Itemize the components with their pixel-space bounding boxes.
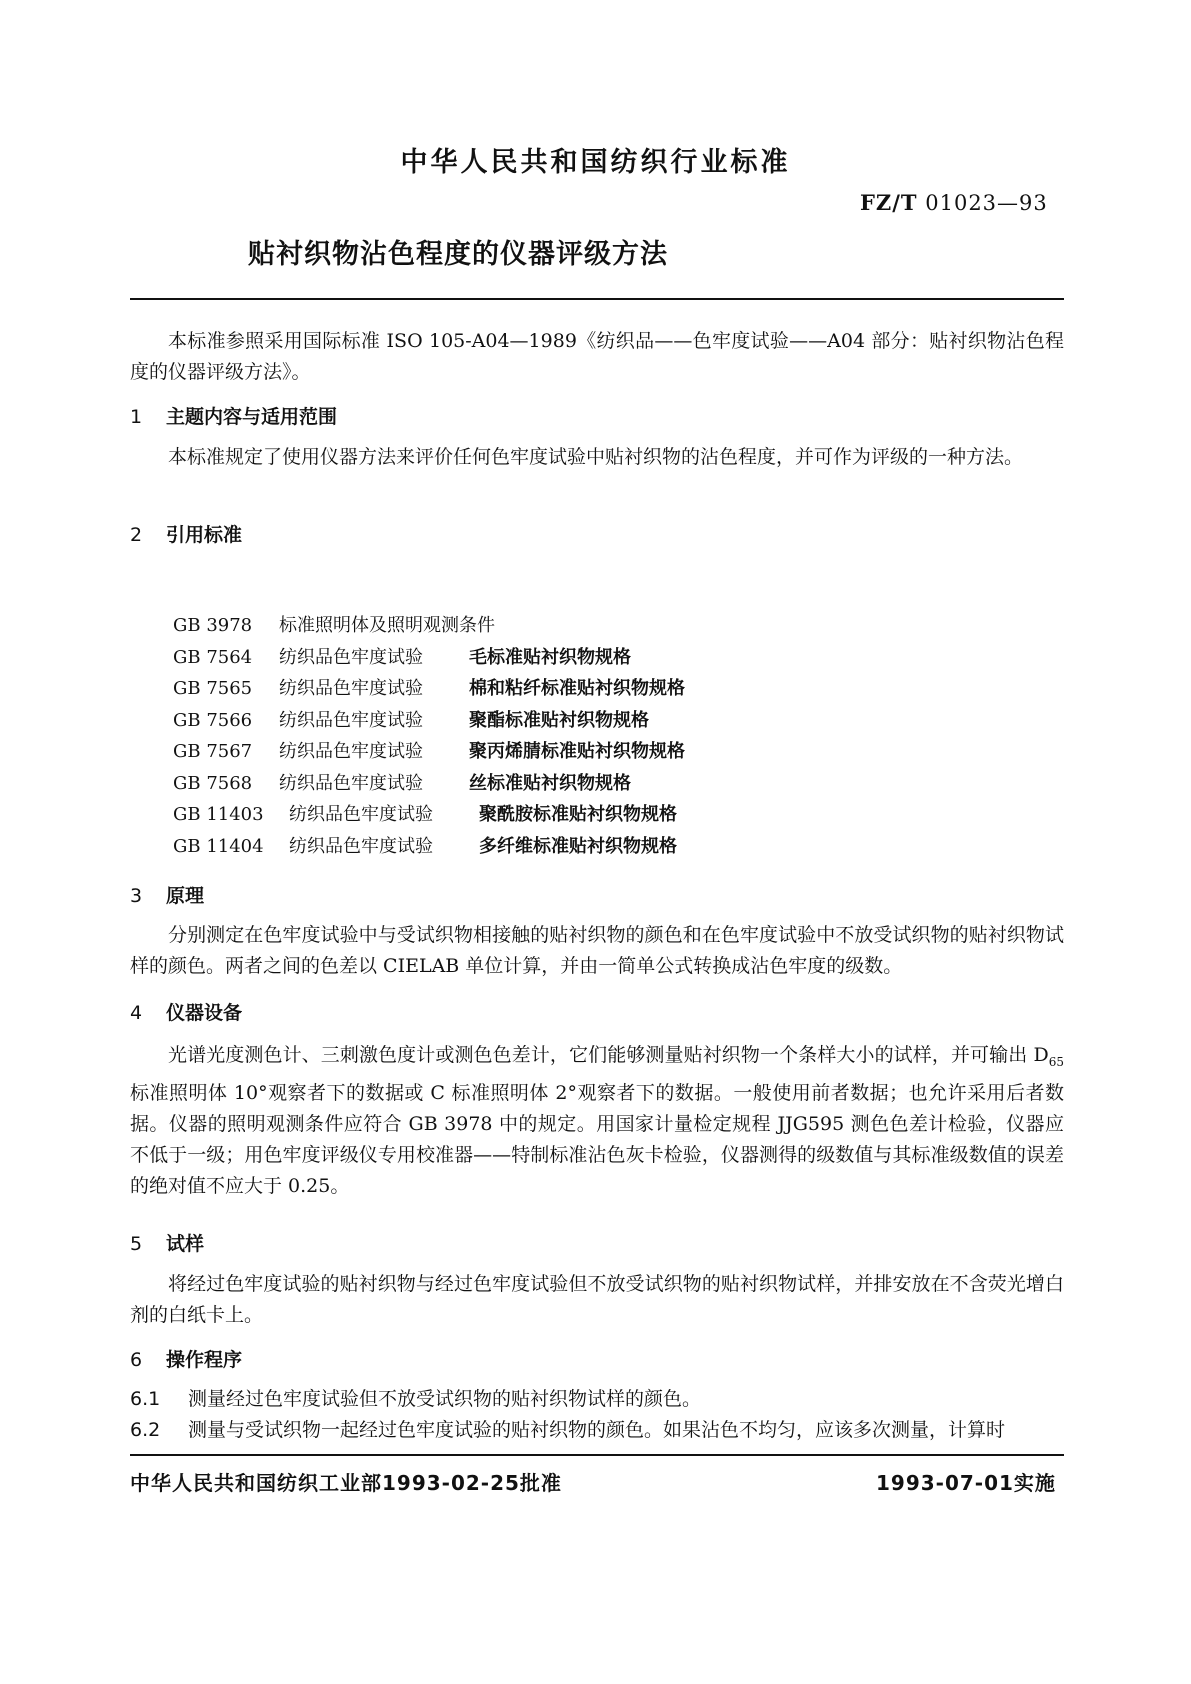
section-title: 仪器设备: [166, 1002, 243, 1024]
reference-item: [173, 799, 685, 831]
section-3-text: 分别测定在色牢度试验中与受试织物相接触的贴衬织物的颜色和在色牢度试验中不放受试织物的贴衬织物试样的颜色。两者之间的色差以 CIELAB 单位计算，并由一简单公式转换成沾色牢度的级数。: [130, 924, 1064, 977]
intro-paragraph: 本标准参照采用国际标准 ISO 105-A04—1989《纺织品——色牢度试验——A04 部分：贴衬织物沾色程度的仪器评级方法》。: [130, 330, 1064, 383]
reference-code: GB 11403: [173, 804, 264, 825]
reference-item: [173, 673, 685, 705]
section-6-heading: [130, 1345, 242, 1372]
step-text: 测量经过色牢度试验但不放受试织物的贴衬织物试样的颜色。: [188, 1388, 702, 1410]
section-title: 原理: [166, 885, 205, 907]
section-title: 操作程序: [166, 1349, 243, 1371]
header-rule: [130, 298, 1064, 300]
reference-code: GB 7568: [173, 772, 253, 794]
reference-item: [173, 610, 685, 642]
section-title: 试样: [166, 1233, 205, 1255]
reference-name: 纺织品色牢度试验: [279, 678, 423, 699]
reference-title: 丝标准贴衬织物规格: [469, 772, 631, 794]
reference-name: 纺织品色牢度试验: [279, 741, 423, 762]
section-4-text: [130, 1040, 1064, 1202]
section-number: 2: [130, 524, 143, 546]
section-4-text-a: 光谱光度测色计、三刺激色度计或测色色差计，它们能够测量贴衬织物一个条样大小的试样，并可输出 D: [168, 1044, 1049, 1066]
reference-title: 毛标准贴衬织物规格: [469, 646, 631, 668]
effective-date: 1993-07-01实施: [876, 1471, 1056, 1495]
standard-code: [860, 190, 1048, 215]
reference-title: 多纤维标准贴衬织物规格: [479, 835, 677, 857]
illuminant-subscript: 65: [1048, 1054, 1064, 1069]
section-2-heading: [130, 520, 242, 547]
standard-number: 01023—93: [925, 191, 1048, 215]
section-3-heading: [130, 881, 204, 908]
section-number: 3: [130, 885, 143, 907]
reference-title: 聚丙烯腈标准贴衬织物规格: [469, 741, 685, 762]
section-4-text-b: 标准照明体 10°观察者下的数据或 C 标准照明体 2°观察者下的数据。一般使用前者数据；也允许采用后者数据。仪器的照明观测条件应符合 GB 3978 中的规定。用国家计量检定规程 JJG595 测色色差计检验，仪器应不低于一级；用色牢度评级仪专用校准器——特制标准沾色灰卡检验，仪器测得的级数值与其标准级数值的误差的绝对值不应大于 0.25。: [130, 1081, 1064, 1197]
reference-code: GB 3978: [173, 615, 253, 636]
reference-item: [173, 642, 685, 674]
reference-code: GB 7566: [173, 709, 253, 731]
reference-item: [173, 705, 685, 737]
section-5-heading: [130, 1229, 204, 1256]
reference-item: [173, 831, 685, 863]
approval-line: 中华人民共和国纺织工业部1993-02-25批准: [130, 1471, 562, 1495]
document-title: 贴衬织物沾色程度的仪器评级方法: [248, 239, 668, 270]
section-number: 6: [130, 1349, 143, 1371]
reference-title: 聚酰胺标准贴衬织物规格: [479, 804, 677, 825]
reference-code: GB 7565: [173, 678, 253, 699]
reference-code: GB 11404: [173, 835, 264, 857]
section-title: 引用标准: [166, 524, 243, 546]
reference-code: GB 7567: [173, 741, 253, 762]
reference-title: 棉和粘纤标准贴衬织物规格: [469, 678, 685, 699]
reference-name: 标准照明体及照明观测条件: [279, 615, 495, 636]
reference-code: GB 7564: [173, 646, 253, 668]
standard-prefix: FZ/T: [860, 190, 918, 215]
step-6-1: [130, 1384, 1064, 1415]
section-1-heading: [130, 402, 337, 429]
reference-name: 纺织品色牢度试验: [279, 646, 423, 668]
section-number: 5: [130, 1233, 143, 1255]
step-number: 6.1: [130, 1388, 161, 1410]
step-6-2: [130, 1415, 1064, 1446]
step-text: 测量与受试织物一起经过色牢度试验的贴衬织物的颜色。如果沾色不均匀，应该多次测量，计算时: [188, 1419, 1006, 1441]
country-standard-title: 中华人民共和国纺织行业标准: [400, 147, 791, 178]
footer-rule: [130, 1454, 1064, 1456]
section-1-text: 本标准规定了使用仪器方法来评价任何色牢度试验中贴衬织物的沾色程度，并可作为评级的一种方法。: [168, 446, 1024, 468]
section-title: 主题内容与适用范围: [166, 406, 338, 428]
section-4-heading: [130, 998, 242, 1025]
section-number: 1: [130, 406, 143, 428]
section-number: 4: [130, 1002, 143, 1024]
reference-title: 聚酯标准贴衬织物规格: [469, 709, 649, 731]
reference-name: 纺织品色牢度试验: [289, 835, 433, 857]
reference-item: [173, 768, 685, 800]
section-5-text: 将经过色牢度试验的贴衬织物与经过色牢度试验但不放受试织物的贴衬织物试样，并排安放在不含荧光增白剂的白纸卡上。: [130, 1273, 1064, 1326]
reference-item: [173, 736, 685, 768]
reference-list: [173, 610, 685, 862]
step-number: 6.2: [130, 1419, 161, 1441]
reference-name: 纺织品色牢度试验: [279, 709, 423, 731]
reference-name: 纺织品色牢度试验: [279, 772, 423, 794]
reference-name: 纺织品色牢度试验: [289, 804, 433, 825]
